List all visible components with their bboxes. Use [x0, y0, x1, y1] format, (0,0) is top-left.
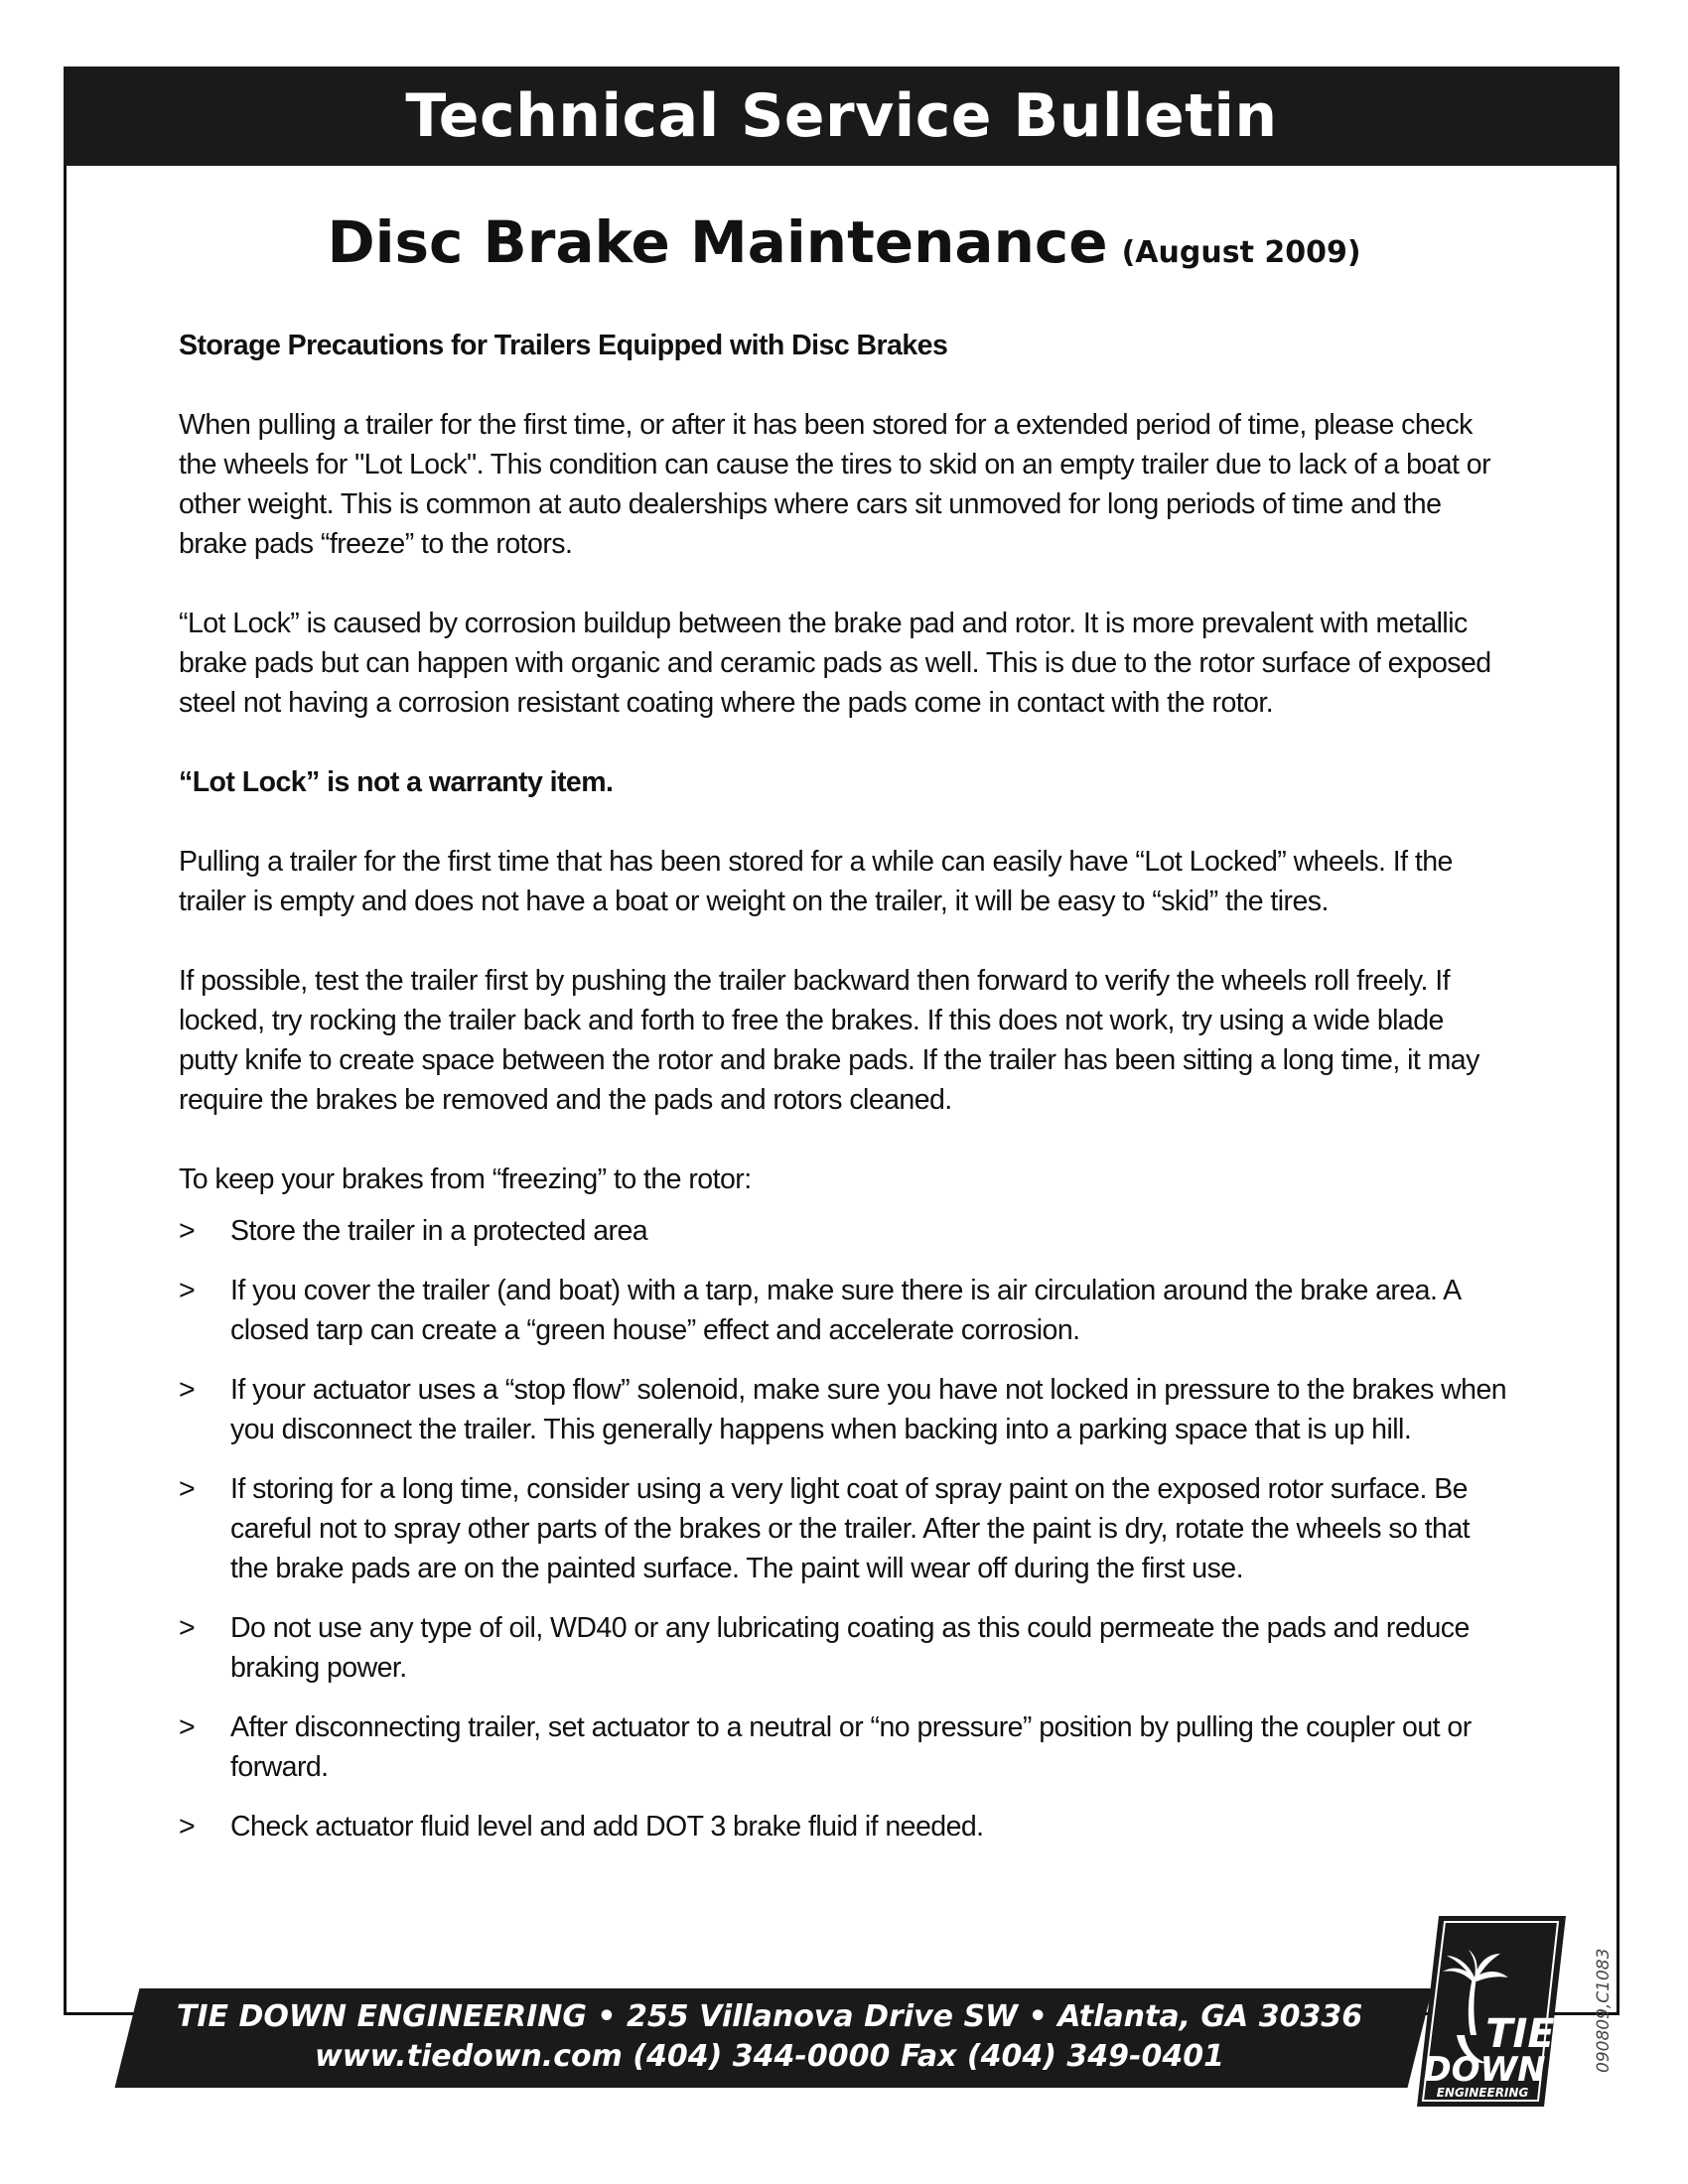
list-item — [179, 1608, 1509, 1688]
tie-down-logo — [1417, 1916, 1566, 2107]
title-banner — [64, 67, 1619, 166]
list-item — [179, 1707, 1509, 1787]
list-item-text: If storing for a long time, consider using a very light coat of spray paint on the exposed rotor surface. Be careful not to spray other parts of the brakes or the trailer. After the paint is dry, rotate the wheels so that the brake pads are on the painted surface. The paint will wear off during the first use. — [230, 1473, 1470, 1584]
footer-contact — [149, 1997, 1390, 2077]
list-item-text: Do not use any type of oil, WD40 or any lubricating coating as this could permeate the pads and reduce braking power. — [230, 1612, 1470, 1684]
warranty-note: “Lot Lock” is not a warranty item. — [179, 766, 614, 798]
list-item-text: After disconnecting trailer, set actuator to a neutral or “no pressure” position by pulling the coupler out or forward. — [230, 1711, 1472, 1783]
bullet-marker: > — [179, 1215, 196, 1247]
list-item — [179, 1370, 1509, 1449]
list-item-text: If you cover the trailer (and boat) with a tarp, make sure there is air circulation around the brake area. A closed tarp can create a “green house” effect and accelerate corrosion. — [230, 1275, 1461, 1346]
document-code — [1585, 1926, 1618, 2075]
section-heading: Storage Precautions for Trailers Equipped with Disc Brakes — [179, 330, 948, 361]
list-item-text: Check actuator fluid level and add DOT 3 brake fluid if needed. — [230, 1811, 984, 1843]
paragraph-1: When pulling a trailer for the first time, or after it has been stored for a extended period of time, please check the wheels for "Lot Lock". This condition can cause the tires to skid on an empty trailer due to lack of a boat or other weight. This is common at auto dealerships where cars sit unmoved for long periods of time and the brake pads “freeze” to the rotors. — [179, 409, 1491, 560]
footer-web-phone: www.tiedown.com (404) 344-0000 Fax (404) 349-0401 — [315, 2039, 1224, 2074]
bullet-marker: > — [179, 1473, 196, 1505]
document-code-text: 090809,C1083 — [1594, 1948, 1614, 2073]
subtitle-text: Disc Brake Maintenance — [327, 208, 1108, 276]
bulletin-body — [179, 326, 1509, 1866]
bullet-marker: > — [179, 1374, 196, 1406]
tips-list — [179, 1211, 1509, 1846]
list-item-text: Store the trailer in a protected area — [230, 1215, 648, 1247]
footer-address: TIE DOWN ENGINEERING • 255 Villanova Drive SW • Atlanta, GA 30336 — [176, 1999, 1363, 2034]
logo-word-engineering: ENGINEERING — [1436, 2086, 1529, 2100]
list-item-text: If your actuator uses a “stop flow” solenoid, make sure you have not locked in pressure to the brakes when you disconnect the trailer. This generally happens when backing into a parking space that is up hill. — [230, 1374, 1507, 1445]
page-title: Technical Service Bulletin — [405, 81, 1278, 151]
bullet-marker: > — [179, 1275, 196, 1306]
bullet-marker: > — [179, 1711, 196, 1743]
bulletin-date: (August 2009) — [1121, 235, 1361, 270]
list-item — [179, 1807, 1509, 1846]
paragraph-2: “Lot Lock” is caused by corrosion buildup between the brake pad and rotor. It is more prevalent with metallic brake pads but can happen with organic and ceramic pads as well. This is due to the rotor surface of exposed steel not having a corrosion resistant coating where the pads come in contact with the rotor. — [179, 608, 1491, 719]
paragraph-4: If possible, test the trailer first by pushing the trailer backward then forward to verify the wheels roll freely. If locked, try rocking the trailer back and forth to free the brakes. If this does not work, try using a wide blade putty knife to create space between the rotor and brake pads. If the trailer has been sitting a long time, it may require the brakes be removed and the pads and rotors cleaned. — [179, 965, 1479, 1116]
list-intro: To keep your brakes from “freezing” to the rotor: — [179, 1163, 752, 1195]
logo-word-down: DOWN — [1423, 2050, 1546, 2090]
bullet-marker: > — [179, 1811, 196, 1843]
list-item — [179, 1271, 1509, 1350]
list-item — [179, 1211, 1509, 1251]
paragraph-3: Pulling a trailer for the first time that has been stored for a while can easily have “Lot Locked” wheels. If the trailer is empty and does not have a boat or weight on the trailer, it will be easy to “skid” the tires. — [179, 846, 1453, 917]
bulletin-subtitle — [0, 208, 1688, 276]
logo-word-tie: TIE — [1485, 2011, 1555, 2057]
bullet-marker: > — [179, 1612, 196, 1644]
list-item — [179, 1469, 1509, 1588]
